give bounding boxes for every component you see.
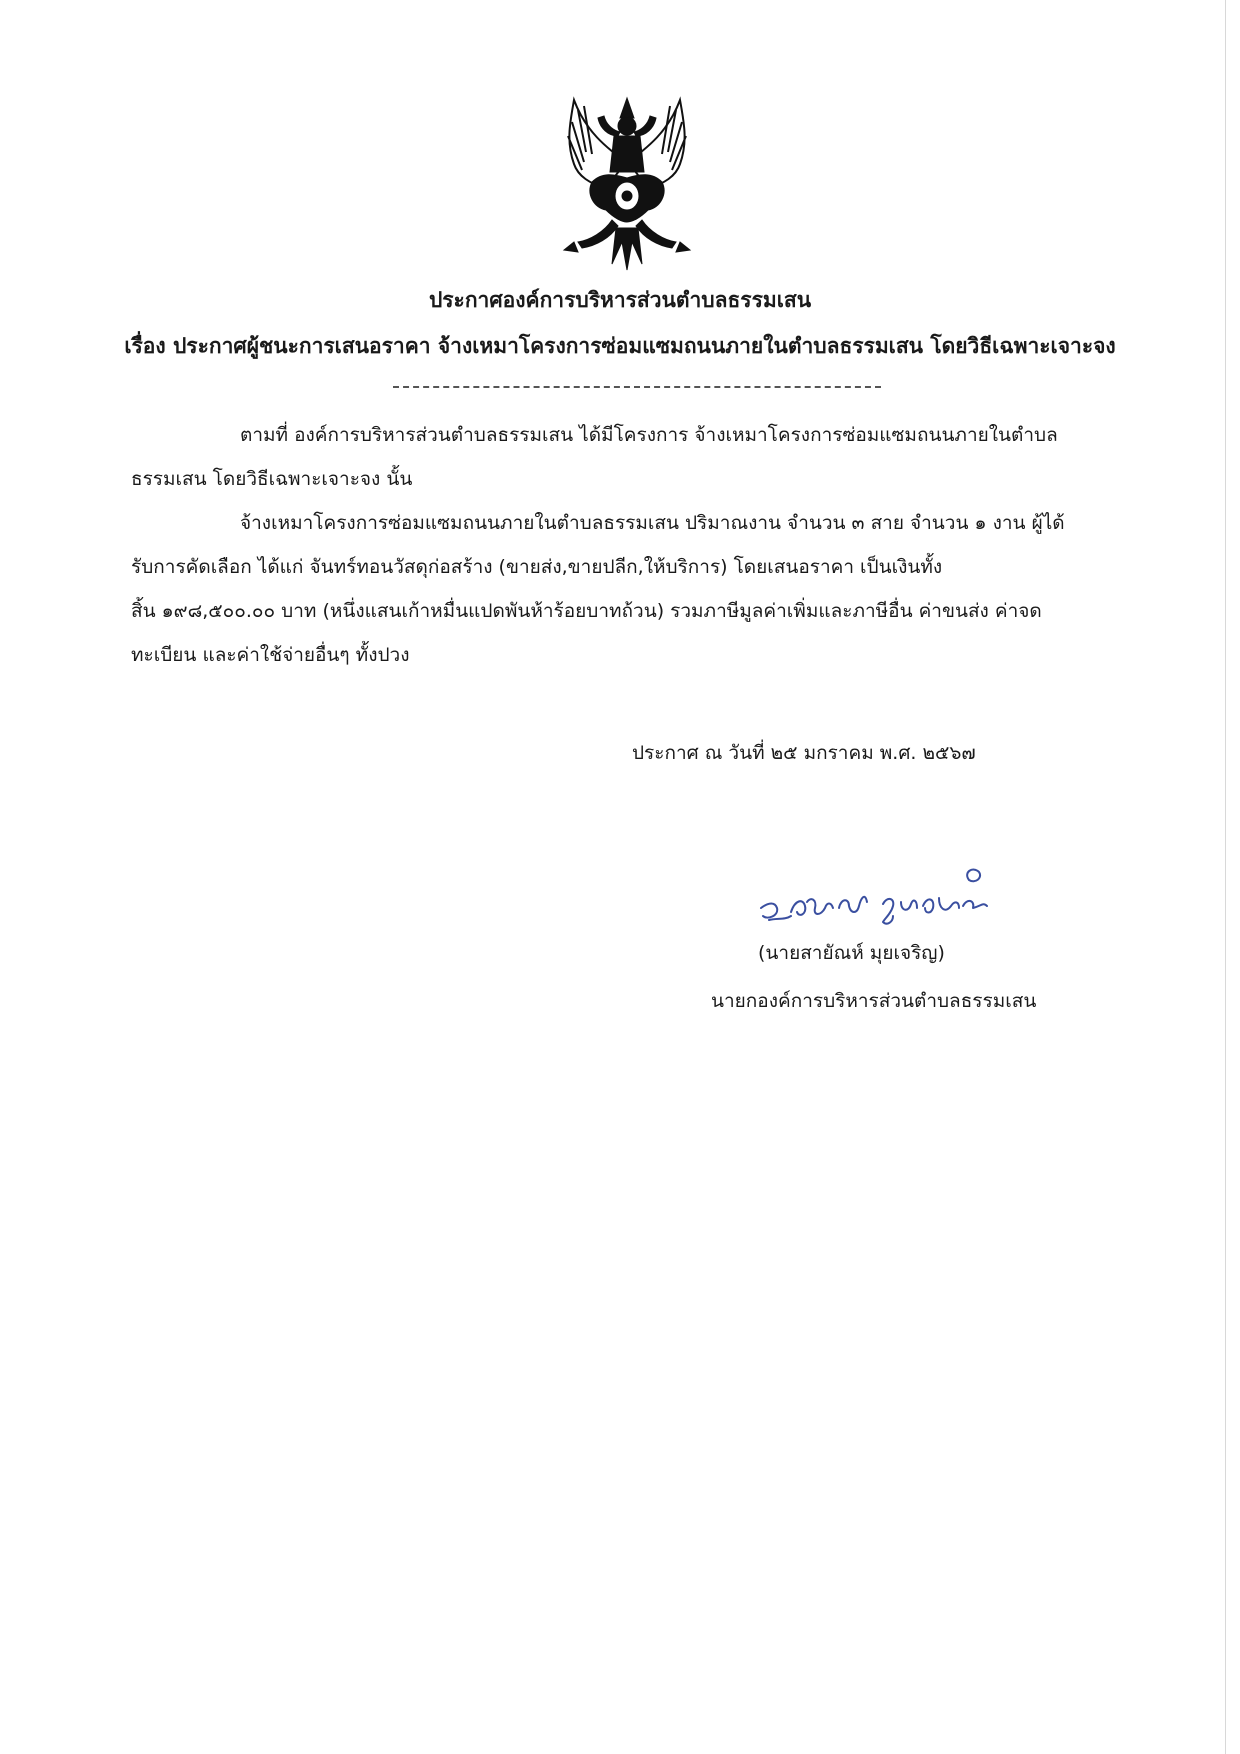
- paragraph1-line2: ธรรมเสน โดยวิธีเฉพาะเจาะจง นั้น: [131, 468, 413, 490]
- paragraph2-line2: รับการคัดเลือก ได้แก่ จันทร์ทอนวัสดุก่อสร้าง (ขายส่ง,ขายปลีก,ให้บริการ) โดยเสนอราคา เป็นเงินทั้ง: [131, 556, 943, 578]
- announcement-title: ประกาศองค์การบริหารส่วนตำบลธรรมเสน: [428, 288, 812, 312]
- garuda-emblem: [556, 92, 698, 272]
- paragraph1-line1: ตามที่ องค์การบริหารส่วนตำบลธรรมเสน ได้มีโครงการ จ้างเหมาโครงการซ่อมแซมถนนภายในตำบล: [240, 424, 1058, 446]
- announcement-date: ประกาศ ณ วันที่ ๒๕ มกราคม พ.ศ. ๒๕๖๗: [632, 742, 976, 764]
- signatory-position: นายกองค์การบริหารส่วนตำบลธรรมเสน: [711, 990, 1037, 1012]
- announcement-subject: เรื่อง ประกาศผู้ชนะการเสนอราคา จ้างเหมาโครงการซ่อมแซมถนนภายในตำบลธรรมเสน โดยวิธีเฉพาะเจาะจง: [124, 334, 1116, 358]
- signatory-name: (นายสายัณห์ มุยเจริญ): [758, 942, 945, 964]
- divider-line: [393, 386, 881, 388]
- paragraph2-line1: จ้างเหมาโครงการซ่อมแซมถนนภายในตำบลธรรมเสน ปริมาณงาน จำนวน ๓ สาย จำนวน ๑ งาน ผู้ได้: [240, 512, 1065, 534]
- paragraph2-line3: สิ้น ๑๙๘,๕๐๐.๐๐ บาท (หนึ่งแสนเก้าหมื่นแปดพันห้าร้อยบาทถ้วน) รวมภาษีมูลค่าเพิ่มและภาษีอื่น ค่าขนส่ง ค่าจด: [131, 600, 1042, 622]
- handwritten-signature: [755, 862, 1035, 932]
- paragraph2-line4: ทะเบียน และค่าใช้จ่ายอื่นๆ ทั้งปวง: [131, 644, 410, 666]
- scan-edge-line: [1225, 0, 1226, 1754]
